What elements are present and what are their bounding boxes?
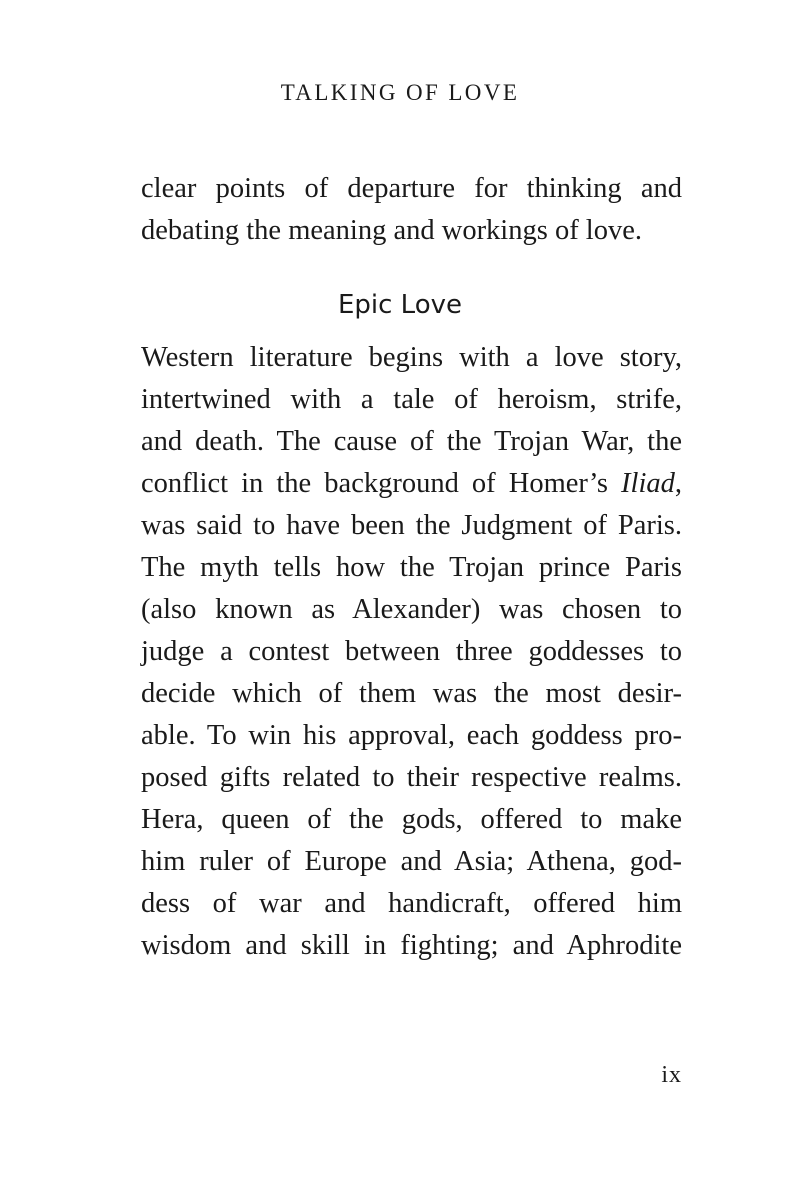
text-line: [141, 463, 682, 505]
text-line: judge a contest between three goddesses to: [141, 636, 682, 667]
text-line: The myth tells how the Trojan prince Paris: [141, 552, 682, 583]
text-line: decide which of them was the most desir-: [141, 678, 682, 709]
running-head: TALKING OF LOVE: [280, 80, 520, 105]
intro-paragraph: [141, 168, 682, 252]
text-run: ,: [674, 468, 682, 499]
text-run: conflict in the background of Homer’s: [141, 468, 622, 499]
body-paragraph: [141, 337, 682, 967]
text-line: was said to have been the Judgment of Paris.: [141, 510, 682, 541]
text-line: him ruler of Europe and Asia; Athena, god-: [141, 846, 682, 877]
text-line: (also known as Alexander) was chosen to: [141, 594, 682, 625]
text-line: posed gifts related to their respective realms.: [141, 762, 682, 793]
text-line: and death. The cause of the Trojan War, the: [141, 426, 682, 457]
text-line: Hera, queen of the gods, offered to make: [141, 804, 682, 835]
book-title-italic: Iliad: [621, 468, 675, 499]
text-line: wisdom and skill in fighting; and Aphrodite: [141, 930, 682, 961]
text-line: clear points of departure for thinking and: [141, 173, 682, 204]
page-number: ix: [661, 1062, 682, 1088]
text-line: debating the meaning and workings of love.: [141, 215, 643, 246]
text-line: able. To win his approval, each goddess pro-: [141, 720, 682, 751]
text-line: dess of war and handicraft, offered him: [141, 888, 682, 919]
section-heading: Epic Love: [337, 290, 463, 320]
text-line: intertwined with a tale of heroism, strife,: [141, 384, 682, 415]
text-line: Western literature begins with a love story,: [141, 342, 682, 373]
